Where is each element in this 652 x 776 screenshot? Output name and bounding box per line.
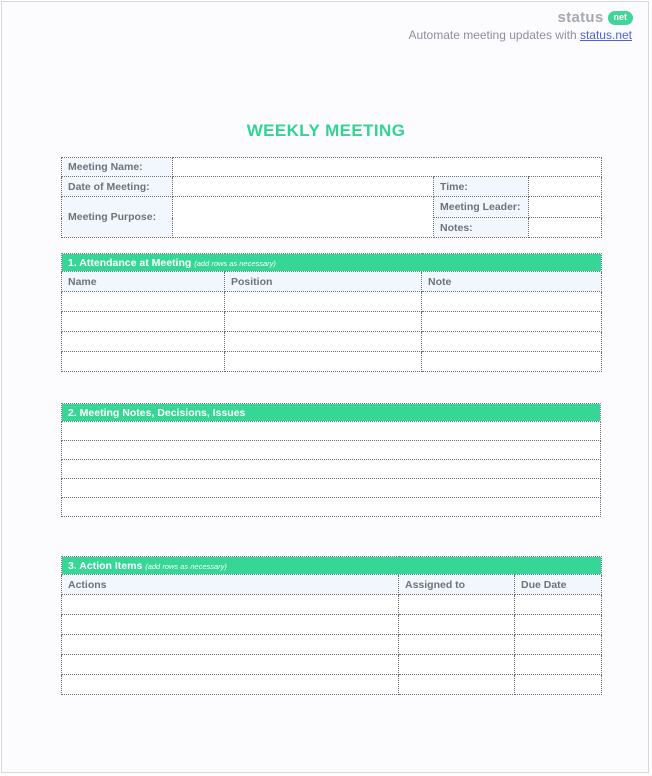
table-row xyxy=(62,312,602,332)
action-items-heading-note: (add rows as necessary) xyxy=(145,561,227,571)
table-row xyxy=(62,441,601,460)
meeting-notes-cell[interactable] xyxy=(62,422,601,441)
assigned-to-cell[interactable] xyxy=(399,635,515,655)
table-row xyxy=(62,332,602,352)
table-row xyxy=(62,292,602,312)
attendance-heading-text: 1. Attendance at Meeting xyxy=(68,256,192,269)
action-items-heading-text: 3. Action Items xyxy=(68,559,143,572)
assigned-to-cell[interactable] xyxy=(399,655,515,675)
table-row xyxy=(62,352,602,372)
meeting-info-table xyxy=(61,157,602,238)
table-row xyxy=(62,595,602,615)
action-items-heading xyxy=(62,557,602,575)
attendance-note-cell[interactable] xyxy=(422,352,602,372)
tagline-text: Automate meeting updates with xyxy=(408,28,577,42)
tagline xyxy=(409,28,632,42)
meeting-leader-label: Meeting Leader: xyxy=(434,197,529,218)
column-header-due-date: Due Date xyxy=(515,575,602,595)
page-title: WEEKLY MEETING xyxy=(246,121,406,140)
table-row xyxy=(62,635,602,655)
due-date-cell[interactable] xyxy=(515,635,602,655)
due-date-cell[interactable] xyxy=(515,595,602,615)
due-date-cell[interactable] xyxy=(515,615,602,635)
due-date-cell[interactable] xyxy=(515,655,602,675)
attendance-note-cell[interactable] xyxy=(422,292,602,312)
meeting-notes-heading: 2. Meeting Notes, Decisions, Issues xyxy=(62,404,601,422)
attendance-position-cell[interactable] xyxy=(225,312,422,332)
assigned-to-cell[interactable] xyxy=(399,675,515,695)
meeting-notes-cell[interactable] xyxy=(62,441,601,460)
action-cell[interactable] xyxy=(62,675,399,695)
attendance-position-cell[interactable] xyxy=(225,332,422,352)
notes-label: Notes: xyxy=(434,218,529,238)
table-row xyxy=(62,498,601,517)
attendance-table xyxy=(61,253,602,372)
column-header-name: Name xyxy=(62,272,225,292)
action-cell[interactable] xyxy=(62,655,399,675)
due-date-cell[interactable] xyxy=(515,675,602,695)
date-of-meeting-field[interactable] xyxy=(173,177,434,197)
status-net-link[interactable]: status.net xyxy=(579,28,632,42)
meeting-notes-cell[interactable] xyxy=(62,479,601,498)
table-row xyxy=(62,655,602,675)
action-items-table xyxy=(61,556,602,695)
meeting-notes-cell[interactable] xyxy=(62,460,601,479)
attendance-name-cell[interactable] xyxy=(62,332,225,352)
date-of-meeting-label: Date of Meeting: xyxy=(62,177,173,197)
action-cell[interactable] xyxy=(62,615,399,635)
table-row xyxy=(62,479,601,498)
brand-word: status xyxy=(557,9,604,26)
column-header-position: Position xyxy=(225,272,422,292)
meeting-leader-field[interactable] xyxy=(529,197,602,218)
notes-field[interactable] xyxy=(529,218,602,238)
meeting-name-field[interactable] xyxy=(173,158,602,177)
attendance-note-cell[interactable] xyxy=(422,332,602,352)
attendance-name-cell[interactable] xyxy=(62,292,225,312)
attendance-heading-note: (add rows as necessary) xyxy=(194,258,276,268)
time-label: Time: xyxy=(434,177,529,197)
attendance-name-cell[interactable] xyxy=(62,312,225,332)
attendance-position-cell[interactable] xyxy=(225,352,422,372)
meeting-name-label: Meeting Name: xyxy=(62,158,173,177)
column-header-assigned-to: Assigned to xyxy=(399,575,515,595)
attendance-heading xyxy=(62,254,602,272)
meeting-purpose-label: Meeting Purpose: xyxy=(62,197,173,238)
time-field[interactable] xyxy=(529,177,602,197)
attendance-note-cell[interactable] xyxy=(422,312,602,332)
attendance-name-cell[interactable] xyxy=(62,352,225,372)
attendance-position-cell[interactable] xyxy=(225,292,422,312)
table-row xyxy=(62,422,601,441)
meeting-purpose-field[interactable] xyxy=(173,197,434,238)
brand-logo[interactable] xyxy=(558,9,633,26)
table-row xyxy=(62,615,602,635)
assigned-to-cell[interactable] xyxy=(399,615,515,635)
column-header-actions: Actions xyxy=(62,575,399,595)
table-row xyxy=(62,675,602,695)
table-row xyxy=(62,460,601,479)
meeting-notes-table xyxy=(61,403,601,517)
assigned-to-cell[interactable] xyxy=(399,595,515,615)
column-header-note: Note xyxy=(422,272,602,292)
brand-pill: net xyxy=(608,11,634,25)
meeting-notes-cell[interactable] xyxy=(62,498,601,517)
action-cell[interactable] xyxy=(62,635,399,655)
action-cell[interactable] xyxy=(62,595,399,615)
